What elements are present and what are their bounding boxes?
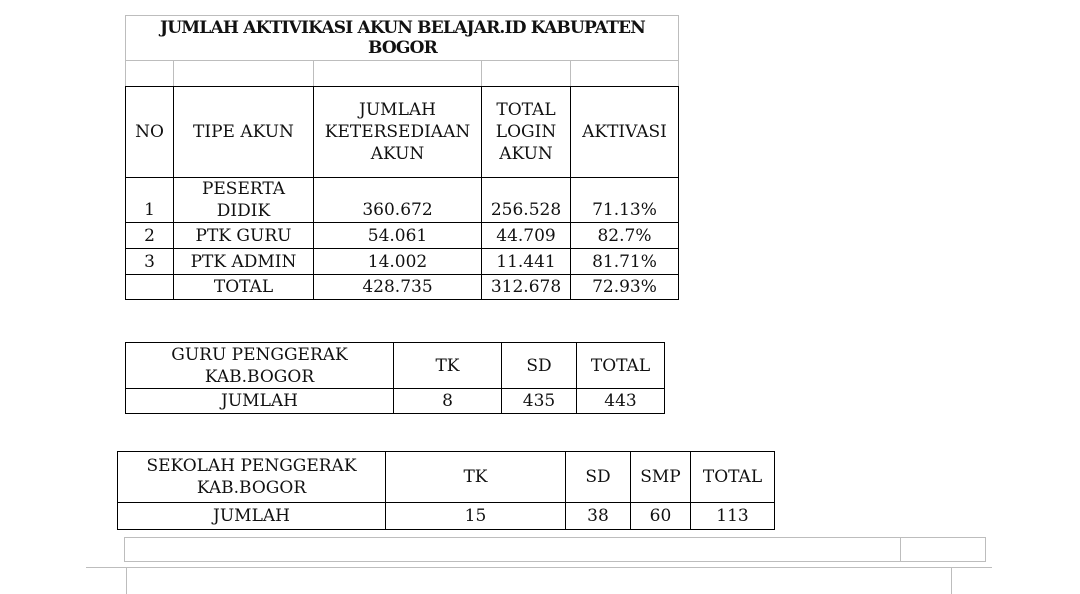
sekolah-row-smp: 60 bbox=[649, 506, 672, 526]
total-login: 312.678 bbox=[490, 277, 562, 297]
total-jumlah: 428.735 bbox=[362, 277, 433, 297]
row1-jumlah: 360.672 bbox=[362, 200, 433, 220]
row2-tipe: PTK GURU bbox=[195, 225, 292, 246]
row1-aktivasi: 71.13% bbox=[592, 200, 657, 220]
header-total-login: TOTAL LOGIN AKUN bbox=[495, 100, 557, 164]
guru-row-sd: 435 bbox=[522, 391, 556, 411]
guru-row-label: JUMLAH bbox=[221, 391, 298, 411]
row1-no: 1 bbox=[144, 200, 155, 220]
header-tipe-akun: TIPE AKUN bbox=[193, 122, 294, 142]
table-title: JUMLAH AKTIVIKASI AKUN BELAJAR.ID KABUPATEN BOGOR bbox=[160, 18, 645, 58]
sekolah-header-label: SEKOLAH PENGGERAK KAB.BOGOR bbox=[146, 456, 357, 498]
header-jumlah-ketersediaan: JUMLAH KETERSEDIAAN AKUN bbox=[324, 100, 471, 164]
guru-header-total: TOTAL bbox=[590, 355, 651, 376]
guru-row-total: 443 bbox=[604, 391, 637, 411]
row2-aktivasi: 82.7% bbox=[597, 225, 652, 246]
row3-tipe: PTK ADMIN bbox=[190, 251, 297, 272]
row3-aktivasi: 81.71% bbox=[592, 251, 657, 272]
sekolah-header-tk: TK bbox=[463, 467, 488, 487]
row1-tipe: PESERTA DIDIK bbox=[201, 179, 286, 221]
sekolah-row-total: 113 bbox=[716, 506, 749, 526]
row3-no: 3 bbox=[144, 251, 155, 272]
sekolah-row-label: JUMLAH bbox=[213, 506, 290, 526]
guru-header-sd: SD bbox=[526, 355, 552, 376]
guru-header-label: GURU PENGGERAK KAB.BOGOR bbox=[171, 344, 348, 387]
guru-header-tk: TK bbox=[435, 355, 460, 376]
total-no bbox=[126, 275, 173, 299]
row3-jumlah: 14.002 bbox=[367, 251, 428, 272]
sekolah-header-total: TOTAL bbox=[702, 467, 763, 487]
row2-no: 2 bbox=[144, 225, 155, 246]
header-no: NO bbox=[135, 122, 164, 142]
row2-jumlah: 54.061 bbox=[367, 225, 428, 246]
sekolah-header-sd: SD bbox=[585, 467, 611, 487]
guru-row-tk: 8 bbox=[442, 391, 453, 411]
total-aktivasi: 72.93% bbox=[592, 277, 657, 297]
sekolah-header-smp: SMP bbox=[640, 467, 681, 487]
sekolah-row-sd: 38 bbox=[587, 506, 609, 526]
header-aktivasi: AKTIVASI bbox=[582, 122, 667, 142]
row2-login: 44.709 bbox=[496, 225, 556, 246]
row3-login: 11.441 bbox=[496, 251, 556, 272]
row1-login: 256.528 bbox=[490, 200, 562, 220]
sekolah-row-tk: 15 bbox=[464, 506, 487, 526]
total-label: TOTAL bbox=[213, 277, 274, 297]
